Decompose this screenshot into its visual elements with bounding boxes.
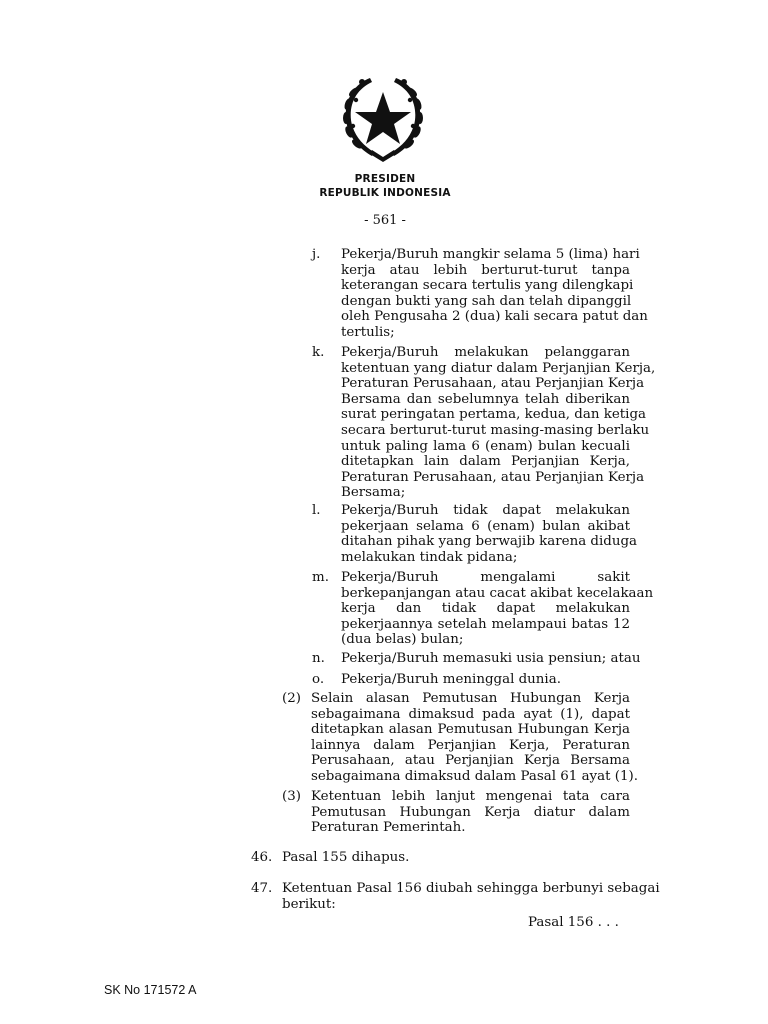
point-line: Ketentuan Pasal 156 diubah sehingga berbunyi sebagai: [282, 881, 660, 896]
list-item-line: melakukan tindak pidana;: [341, 549, 518, 565]
point-label: 46.: [251, 850, 273, 865]
list-item-line: pekerjaannya setelah melampaui batas 12: [341, 616, 630, 632]
list-item-line: Bersama dan sebelumnya telah diberikan: [341, 391, 630, 407]
list-item-line: dengan bukti yang sah dan telah dipanggil: [341, 293, 632, 309]
list-item-line: Peraturan Perusahaan, atau Perjanjian Kerja: [341, 376, 645, 392]
point-line: berikut:: [282, 896, 336, 912]
list-item-line: Pekerja/Buruh mengalami sakit: [341, 570, 630, 585]
list-item-line: oleh Pengusaha 2 (dua) kali secara patut dan: [341, 309, 648, 325]
ayat-line: Pemutusan Hubungan Kerja diatur dalam: [311, 804, 630, 820]
list-item-line: untuk paling lama 6 (enam) bulan kecuali: [341, 438, 630, 454]
list-item-line: Pekerja/Buruh mangkir selama 5 (lima) hari: [341, 247, 640, 262]
list-item-line: kerja dan tidak dapat melakukan: [341, 601, 630, 617]
list-item-line: ditahan pihak yang berwajib karena diduga: [341, 534, 638, 550]
list-item-line: ditetapkan lain dalam Perjanjian Kerja,: [341, 454, 630, 470]
header-title-republic: REPUBLIK INDONESIA: [319, 187, 451, 199]
list-item-line: (dua belas) bulan;: [341, 632, 464, 648]
list-item-line: kerja atau lebih berturut-turut tanpa: [341, 262, 630, 278]
list-item-label: j.: [312, 247, 321, 262]
ayat-line: lainnya dalam Perjanjian Kerja, Peraturan: [311, 737, 630, 753]
list-item-label: o.: [312, 672, 325, 687]
list-item-line: surat peringatan pertama, kedua, dan ketiga: [341, 407, 647, 423]
list-item-label: m.: [312, 570, 329, 585]
list-item-line: tertulis;: [341, 324, 395, 340]
ayat-line: Perusahaan, atau Perjanjian Kerja Bersama: [311, 753, 630, 769]
list-item-label: k.: [312, 345, 325, 360]
ayat-line: ditetapkan alasan Pemutusan Hubungan Kerja: [311, 722, 630, 738]
header-title: [300, 172, 470, 200]
list-item-label: n.: [312, 651, 325, 666]
ayat-line: Ketentuan lebih lanjut mengenai tata cara: [311, 789, 630, 804]
list-item-line: Peraturan Perusahaan, atau Perjanjian Kerja: [341, 469, 645, 485]
list-item-line: ketentuan yang diatur dalam Perjanjian Kerja,: [341, 360, 656, 376]
list-item-line: Pekerja/Buruh tidak dapat melakukan: [341, 503, 630, 518]
next-page-reference: Pasal 156 . . .: [528, 915, 619, 930]
list-item-line: pekerjaan selama 6 (enam) bulan akibat: [341, 518, 630, 534]
ayat-label: (3): [282, 789, 301, 804]
page-number: - 561 -: [364, 213, 406, 228]
ayat-label: (2): [282, 691, 301, 706]
list-item-line: Pekerja/Buruh memasuki usia pensiun; atau: [341, 651, 641, 666]
list-item-line: secara berturut-turut masing-masing berlaku: [341, 422, 650, 438]
ayat-line: Selain alasan Pemutusan Hubungan Kerja: [311, 691, 630, 706]
list-item-line: Pekerja/Buruh melakukan pelanggaran: [341, 345, 630, 360]
list-item-line: berkepanjangan atau cacat akibat kecelakaan: [341, 585, 654, 601]
presidential-emblem: [340, 70, 426, 166]
ayat-line: sebagaimana dimaksud dalam Pasal 61 ayat (1).: [311, 768, 638, 784]
list-item-label: l.: [312, 503, 321, 518]
header-title-president: PRESIDEN: [354, 173, 416, 185]
list-item-line: Bersama;: [341, 485, 406, 501]
point-line: Pasal 155 dihapus.: [282, 850, 410, 865]
ayat-line: Peraturan Pemerintah.: [311, 820, 466, 836]
ayat-line: sebagaimana dimaksud pada ayat (1), dapat: [311, 706, 630, 722]
sk-number: SK No 171572 A: [104, 983, 197, 997]
list-item-line: Pekerja/Buruh meninggal dunia.: [341, 672, 561, 687]
list-item-line: keterangan secara tertulis yang dilengkapi: [341, 278, 634, 294]
point-label: 47.: [251, 881, 273, 896]
